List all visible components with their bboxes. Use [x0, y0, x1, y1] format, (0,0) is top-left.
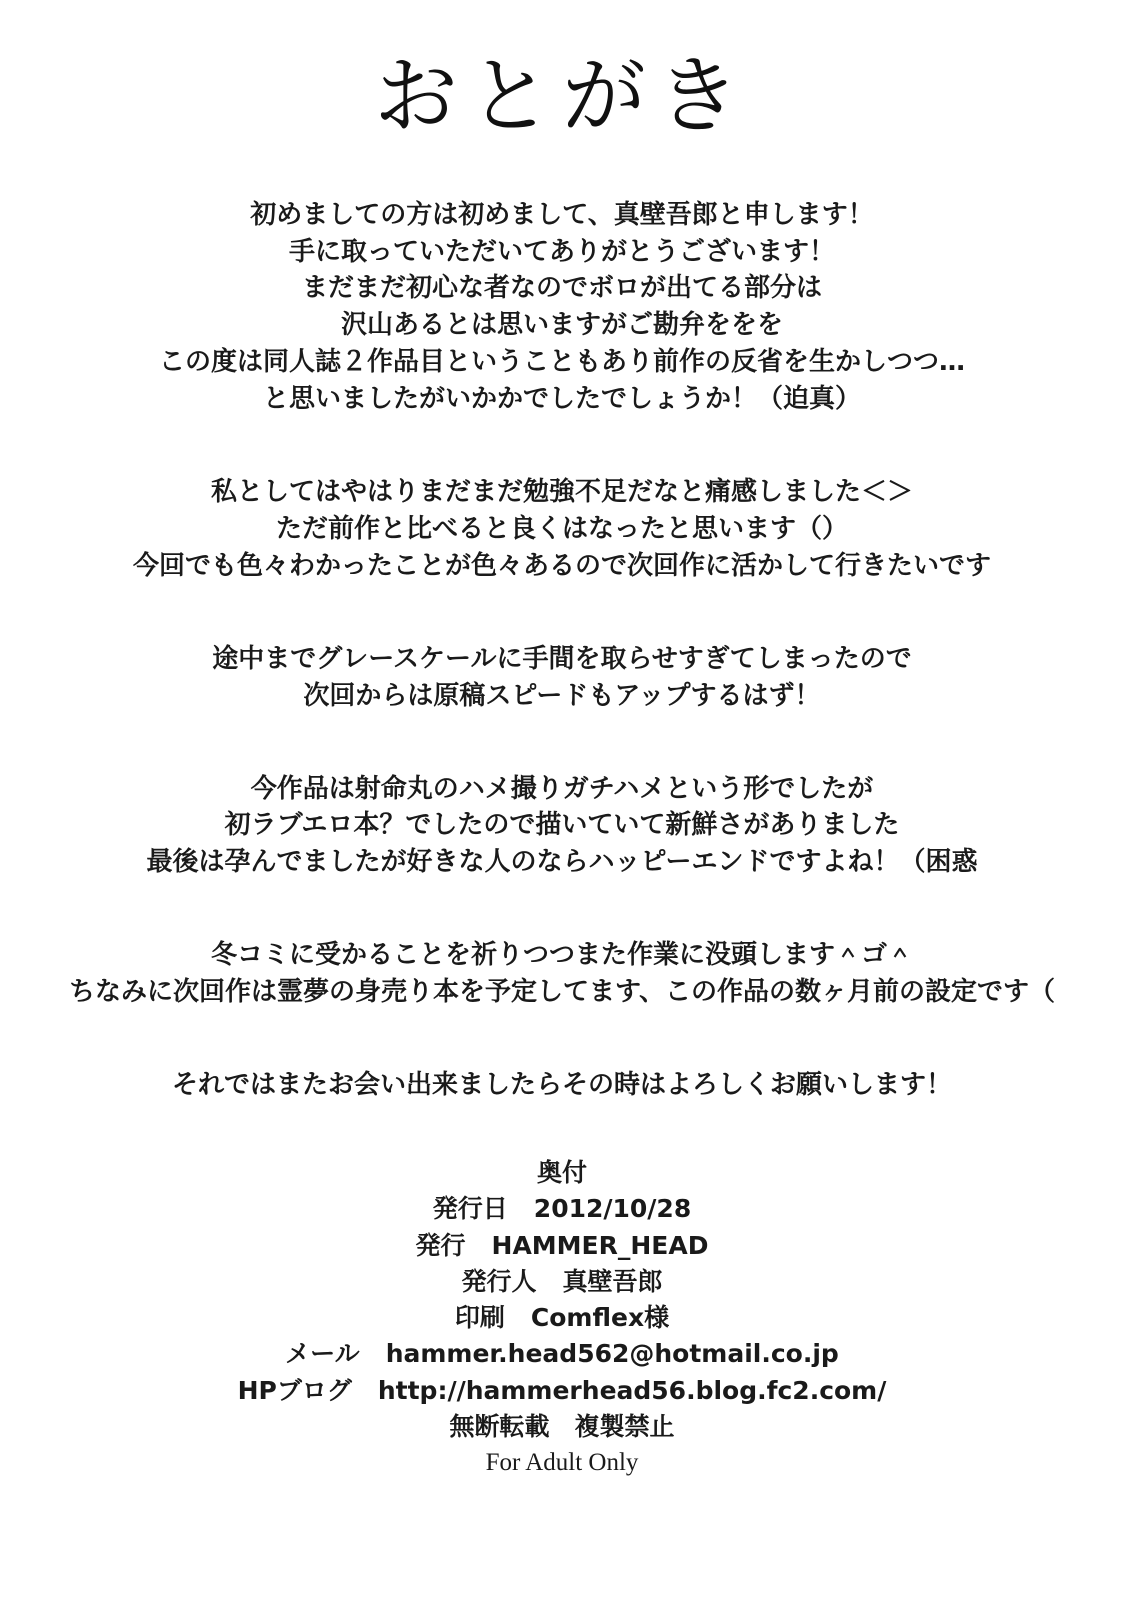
colophon-entry-printer: [0, 1300, 1124, 1336]
greeting-paragraph: [62, 197, 1062, 418]
afterword-line: まだまだ初心な者なのでボロが出てる部分は: [301, 273, 822, 304]
homepage-link[interactable]: http://hammerhead56.blog.fc2.com/: [377, 1375, 887, 1405]
colophon-entry-publisher: [0, 1228, 1124, 1264]
closing-paragraph: [62, 1067, 1062, 1104]
work-comment-paragraph: [62, 771, 1062, 882]
afterword-line: 私としてはやはりまだまだ勉強不足だなと痛感しました＜＞: [210, 477, 913, 508]
afterword-line: それではまたお会い出来ましたらその時はよろしくお願いします！: [171, 1070, 952, 1101]
colophon-heading: 奥付: [536, 1158, 587, 1187]
afterword-line: ただ前作と比べると良くはなったと思います（）: [275, 513, 848, 544]
afterword-line: 初めましての方は初めまして、真壁吾郎と申します！: [250, 199, 874, 230]
grayscale-paragraph: [62, 641, 1062, 715]
afterword-line: 次回からは原稿スピードもアップするはず！: [303, 680, 821, 711]
afterword-body: [62, 197, 1062, 1104]
paragraph-spacer: [62, 741, 1062, 771]
reproduction-notice: 無断転載 複製禁止: [449, 1411, 675, 1441]
colophon-label: HPブログ: [237, 1375, 352, 1405]
reflection-paragraph: [62, 474, 1062, 585]
colophon-value: Comflex様: [530, 1303, 670, 1332]
afterword-line: この度は同人誌２作品目ということもあり前作の反省を生かしつつ…: [158, 347, 965, 378]
afterword-line: 今作品は射命丸のハメ撮りガチハメという形でしたが: [250, 773, 874, 804]
adult-only-notice: For Adult Only: [485, 1449, 639, 1476]
afterword-line: 途中までグレースケールに手間を取らせすぎてしまったので: [212, 643, 912, 674]
colophon-entry-email: [0, 1336, 1124, 1372]
colophon-entry-publication-date: [0, 1191, 1124, 1227]
colophon-value: 真壁吾郎: [562, 1266, 663, 1296]
afterword-line: ちなみに次回作は霊夢の身売り本を予定してます、この作品の数ヶ月前の設定です（: [69, 977, 1055, 1008]
colophon-value: HAMMER_HEAD: [491, 1230, 709, 1260]
paragraph-spacer: [62, 907, 1062, 937]
next-work-paragraph: [62, 937, 1062, 1011]
paragraph-spacer: [62, 1037, 1062, 1067]
colophon-label: 発行日: [432, 1194, 508, 1224]
afterword-line: 最後は孕んでましたが好きな人のならハッピーエンドですよね！（困惑: [146, 847, 978, 878]
colophon-entry-publisher-person: [0, 1264, 1124, 1300]
afterword-line: と思いましたがいかかでしたでしょうか！（迫真）: [262, 384, 861, 415]
colophon: [0, 1155, 1124, 1481]
afterword-line: 冬コミに受かることを祈りつつまた作業に没頭します＾ゴ＾: [210, 940, 913, 971]
email-address[interactable]: hammer.head562@hotmail.co.jp: [385, 1339, 839, 1369]
afterword-line: 手に取っていただいてありがとうございます！: [288, 236, 835, 267]
paragraph-spacer: [62, 444, 1062, 474]
colophon-label: 発行: [415, 1230, 466, 1260]
page-title: おとがき: [373, 47, 750, 145]
colophon-label: 発行人: [461, 1266, 537, 1296]
afterword-line: 初ラブエロ本？でしたので描いていて新鮮さがありました: [224, 810, 900, 841]
afterword-line: 今回でも色々わかったことが色々あるので次回作に活かして行きたいです: [132, 550, 991, 581]
colophon-label: メール: [285, 1339, 360, 1369]
colophon-value: 2012/10/28: [533, 1194, 692, 1224]
colophon-label: 印刷: [454, 1303, 505, 1332]
afterword-line: 沢山あるとは思いますがご勘弁ををを: [340, 310, 783, 341]
colophon-entry-homepage-blog: [0, 1373, 1124, 1409]
paragraph-spacer: [62, 611, 1062, 641]
